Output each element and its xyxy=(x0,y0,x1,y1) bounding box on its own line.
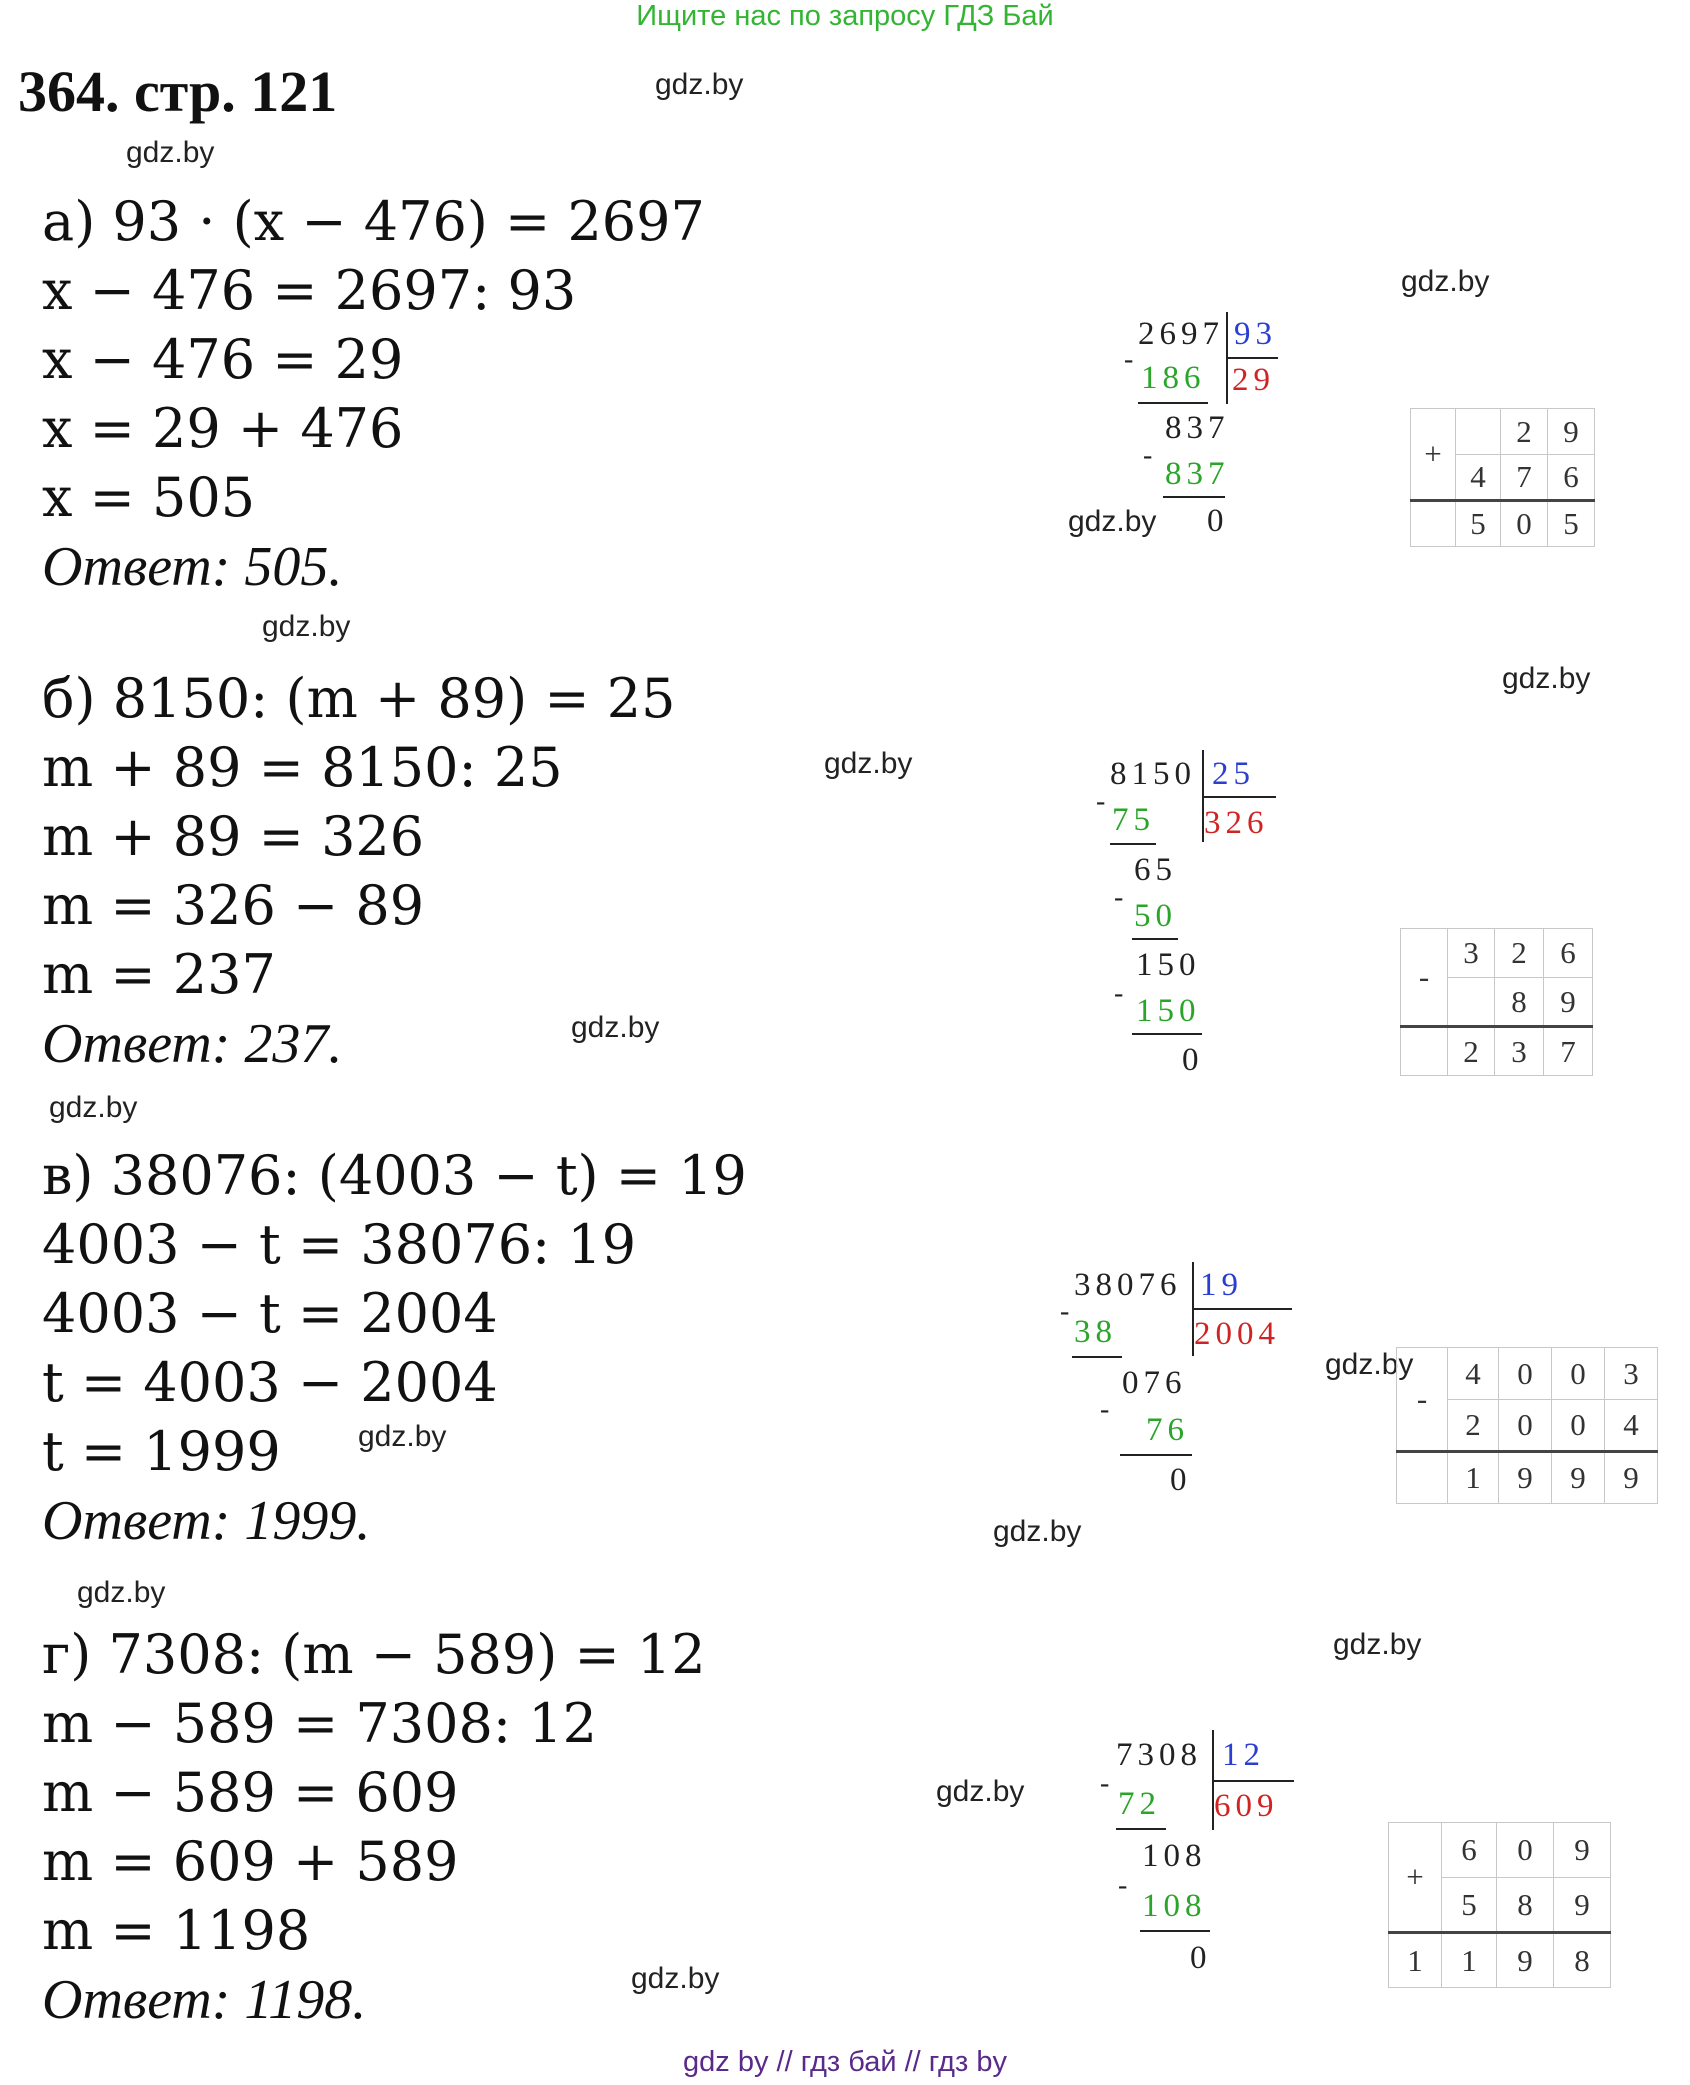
watermark: gdz.by xyxy=(571,1011,660,1044)
equation-line: m − 589 = 7308: 12 xyxy=(42,1692,597,1755)
subtrahend: 186 xyxy=(1141,360,1206,396)
watermark: gdz.by xyxy=(936,1775,1025,1808)
equation-line: а) 93 · (x − 476) = 2697 xyxy=(42,190,705,253)
divisor: 19 xyxy=(1200,1267,1243,1303)
answer-line: Ответ: 505. xyxy=(42,536,343,598)
watermark: gdz.by xyxy=(49,1091,138,1124)
watermark: gdz.by xyxy=(655,68,744,101)
equation-line: m = 237 xyxy=(42,943,276,1006)
remainder: 65 xyxy=(1134,852,1177,888)
dividend: 8150 xyxy=(1110,756,1196,792)
column-check: + 2 9 4 7 6 5 0 5 xyxy=(1410,408,1595,547)
equation-line: m + 89 = 326 xyxy=(42,805,425,868)
column-check: + 6 0 9 5 8 9 1 1 9 8 xyxy=(1388,1822,1611,1988)
answer-line: Ответ: 1999. xyxy=(42,1490,371,1552)
remainder: 0 xyxy=(1190,1940,1212,1976)
equation-line: x − 476 = 29 xyxy=(42,328,404,391)
divisor: 93 xyxy=(1234,316,1277,352)
watermark: gdz.by xyxy=(1502,662,1591,695)
watermark: gdz.by xyxy=(1068,505,1157,538)
equation-line: m = 326 − 89 xyxy=(42,874,425,937)
column-check: - 4 0 0 3 2 0 0 4 1 9 9 9 xyxy=(1396,1347,1658,1504)
equation-line: 4003 − t = 2004 xyxy=(42,1282,498,1345)
equation-line: m = 609 + 589 xyxy=(42,1830,459,1893)
watermark: gdz.by xyxy=(262,610,351,643)
search-banner: Ищите нас по запросу ГДЗ Бай xyxy=(636,0,1054,32)
remainder: 108 xyxy=(1142,1838,1207,1874)
quotient: 326 xyxy=(1204,805,1269,841)
remainder: 0 xyxy=(1170,1462,1192,1498)
equation-line: m = 1198 xyxy=(42,1899,311,1962)
equation-line: x = 29 + 476 xyxy=(42,397,404,460)
watermark: gdz.by xyxy=(1325,1348,1414,1381)
remainder: 0 xyxy=(1207,503,1229,539)
subtrahend: 150 xyxy=(1136,993,1201,1029)
operator-sign: - xyxy=(1401,929,1448,1027)
watermark: gdz.by xyxy=(993,1515,1082,1548)
watermark: gdz.by xyxy=(358,1420,447,1453)
quotient: 2004 xyxy=(1194,1316,1280,1352)
equation-line: x = 505 xyxy=(42,466,256,529)
divisor: 12 xyxy=(1222,1737,1265,1773)
subtrahend: 108 xyxy=(1142,1888,1207,1924)
equation-line: 4003 − t = 38076: 19 xyxy=(42,1213,637,1276)
page-title: 364. стр. 121 xyxy=(18,59,338,124)
subtrahend: 38 xyxy=(1074,1314,1117,1350)
equation-line: t = 4003 − 2004 xyxy=(42,1351,498,1414)
remainder: 076 xyxy=(1122,1365,1187,1401)
equation-line: x − 476 = 2697: 93 xyxy=(42,259,577,322)
answer-line: Ответ: 237. xyxy=(42,1013,343,1075)
subtrahend: 76 xyxy=(1146,1412,1189,1448)
subtrahend: 72 xyxy=(1118,1786,1161,1822)
remainder: 837 xyxy=(1165,410,1230,446)
footer-links[interactable]: gdz by // гдз бай // гдз by xyxy=(683,2046,1007,2078)
equation-line: г) 7308: (m − 589) = 12 xyxy=(42,1623,706,1686)
operator-sign: - xyxy=(1397,1348,1448,1452)
subtrahend: 837 xyxy=(1165,456,1230,492)
equation-line: в) 38076: (4003 − t) = 19 xyxy=(42,1144,747,1207)
watermark: gdz.by xyxy=(1401,265,1490,298)
operator-sign: + xyxy=(1411,409,1456,501)
equation-line: m − 589 = 609 xyxy=(42,1761,459,1824)
column-check: - 3 2 6 8 9 2 3 7 xyxy=(1400,928,1593,1076)
watermark: gdz.by xyxy=(126,136,215,169)
watermark: gdz.by xyxy=(77,1576,166,1609)
quotient: 609 xyxy=(1214,1788,1279,1824)
watermark: gdz.by xyxy=(824,747,913,780)
watermark: gdz.by xyxy=(631,1962,720,1995)
equation-line: t = 1999 xyxy=(42,1420,281,1483)
divisor: 25 xyxy=(1212,756,1255,792)
equation-line: б) 8150: (m + 89) = 25 xyxy=(42,667,676,730)
equation-line: m + 89 = 8150: 25 xyxy=(42,736,563,799)
operator-sign: + xyxy=(1389,1823,1442,1933)
remainder: 150 xyxy=(1136,947,1201,983)
subtrahend: 50 xyxy=(1134,898,1177,934)
dividend: 38076 xyxy=(1074,1267,1182,1303)
dividend: 2697 xyxy=(1138,316,1224,352)
answer-line: Ответ: 1198. xyxy=(42,1969,367,2031)
subtrahend: 75 xyxy=(1112,802,1155,838)
quotient: 29 xyxy=(1232,362,1275,398)
remainder: 0 xyxy=(1182,1042,1204,1078)
dividend: 7308 xyxy=(1116,1737,1202,1773)
watermark: gdz.by xyxy=(1333,1628,1422,1661)
